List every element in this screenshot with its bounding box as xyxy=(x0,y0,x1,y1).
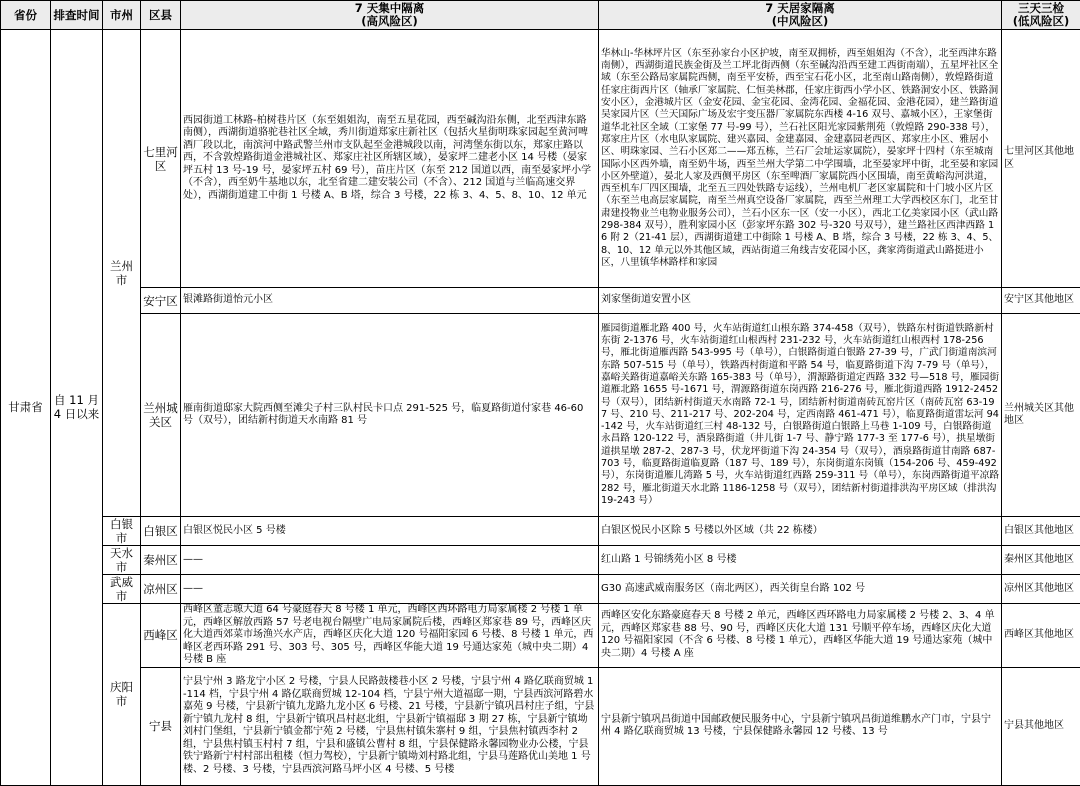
district-cell: 凉州区 xyxy=(141,575,181,604)
header-row xyxy=(1,1,1080,30)
district-cell: 白银区 xyxy=(141,517,181,546)
mid-risk-cell: 白银区悦民小区除 5 号楼以外区域（共 22 栋楼） xyxy=(599,517,1002,546)
low-risk-cell: 兰州城关区其他地区 xyxy=(1002,314,1080,517)
high-risk-cell: 西峰区董志塬大道 64 号豪庭春天 8 号楼 1 单元，西峰区西环路电力局家属楼 2 号楼 1 单元，西峰区解放西路 57 号老电视台隔壁广电局家属院后楼，西峰区郑家巷 89 号，西峰区庆化大道西郊菜市场渔兴水产店，西峰区庆化大道 120 号福阳家园 6 号楼、8 号楼 1 单元，西峰区老西环路 291 号、303 号、305 号，西峰区华能大道 19 号通达家苑（城中央二期）4 号楼 B 座 xyxy=(181,604,599,668)
table-row xyxy=(1,575,1080,604)
district-cell: 宁县 xyxy=(141,667,181,785)
high-risk-cell: 银滩路街道怡元小区 xyxy=(181,288,599,314)
mid-risk-cell: 西峰区安化东路豪庭春天 8 号楼 2 单元，西峰区西环路电力局家属楼 2 号楼 2、3、4 单元，西峰区郑家巷 88 号、90 号，西峰区庆化大道 131 号顺平停车场，西峰区庆化大道 120 号福阳家园（不含 6 号楼、8 号楼 1 单元），西峰区华能大道 19 号通达家苑（城中央二期）4 号楼 A 座 xyxy=(599,604,1002,668)
high-risk-cell: 宁县宁州 3 路龙宁小区 2 号楼，宁县人民路鼓楼巷小区 2 号楼，宁县宁州 4 路亿联商贸城 1-114 档，宁县宁州 4 路亿联商贸城 12-104 档，宁县宁州大道福邸一期，宁县西滨河路碧水嘉苑 9 号楼，宁县新宁镇九龙路九龙小区 6 号楼、21 号楼，宁县新宁镇巩昌村庄子组，宁县新宁镇九龙村 8 组，宁县新宁镇巩昌村赵北组，宁县新宁镇福邸 3 期 27 栋，宁县新宁镇坳刘村门堡组，宁县新宁镇金都宁苑 2 号楼，宁县焦村镇朱寨村 9 组，宁县焦村镇西李村 2 组，宁县焦村镇玉村村 7 组，宁县和盛镇公曹村 8 组，宁县保健路永馨园物业办公楼，宁县铁宁路新宁村村部出租楼（恒力驾校），宁县新宁镇坳刘村路北组，宁县马莲路优山美地 1 号楼、2 号楼、3 号楼，宁县西滨河路马坪小区 4 号楼、5 号楼 xyxy=(181,667,599,785)
low-risk-cell: 秦州区其他地区 xyxy=(1002,546,1080,575)
header-high-risk: 7 天集中隔离 (高风险区) xyxy=(181,1,599,30)
mid-risk-cell: 红山路 1 号锦绣苑小区 8 号楼 xyxy=(599,546,1002,575)
high-risk-cell: 西园街道工林路-柏树巷片区（东至姐姐沟，南至五星花园，西至碱沟沿东侧，北至西津东路南侧），西湖街道骆驼巷社区全域，秀川街道郑家庄新社区（包括火星街明珠家园起至黄河啤酒厂段以北，南滨河中路武警兰州市支队起至金港城段以南，河湾堡东街以东，郑家庄路以西，不含敦煌路街道金港城社区、郑家庄社区所辖区域），晏家坪二建老小区 14 号楼（晏家坪五村 13 号-19 号，晏家坪五村 69 号），苗庄片区（东至 212 国道以西，南至晏家坪小学（不含），西至奶牛基地以东，北至省建二建安装公司（不含）、212 国道与兰临高速交界处），西湖街道建工中街 1 号楼 A、B 塔，综合 3 号楼，22 栋 3、4、5、8、10、12 单元 xyxy=(181,30,599,288)
high-risk-cell: 白银区悦民小区 5 号楼 xyxy=(181,517,599,546)
mid-risk-cell: 刘家堡街道安置小区 xyxy=(599,288,1002,314)
high-risk-cell: 雁南街道邸家大院西侧至滩尖子村三队村民卡口点 291-525 号，临夏路街道付家巷 46-60 号（双号），团结新村街道天水南路 81 号 xyxy=(181,314,599,517)
table-row xyxy=(1,517,1080,546)
header-district: 区县 xyxy=(141,1,181,30)
district-cell: 西峰区 xyxy=(141,604,181,668)
mid-risk-cell: 雁园街道雁北路 400 号，火车站街道红山根东路 374-458（双号），铁路东村街道铁路新村东街 2-1376 号，火车站街道红山根西村 231-232 号，火车站街道红山根西村 178-256 号，雁北街道雁西路 543-995 号（单号），白银路街道白银路 27-39 号，广武门街道南滨河东路 507-515 号（单号），铁路西村街道和平路 54 号，临夏路街道下沟 7-79 号（单号），嘉峪关路街道嘉峪关东路 165-383 号（单号），渭源路街道定西路 332 号—518 号，雁园街道雁北路 1655 号-1671 号，渭源路街道东岗西路 216-276 号，雁北街道西路 1912-2452 号（双号），团结新村街道天水南路 72-1 号，团结新村街道南砖瓦窑片区（南砖瓦窑 63-197 号、210 号、211-217 号、202-204 号，定西南路 461-471 号），临夏路街道雷坛河 94-142 号，火车站街道红三村 48-132 号，白银路街道白银路上马巷 1-109 号，白银路街道永昌路 120-122 号，酒泉路街道（井儿街 1-7 号、静宁路 177-3 至 177-6 号），拱星墩街道拱星墩 287-2、287-3 号，伏龙坪街道下沟 24-354 号（双号），酒泉路街道甘南路 687-703 号，临夏路街道临夏路（187 号、189 号），东岗街道东岗镇（154-206 号、459-492 号），东岗街道雁儿湾路 5 号，火车站街道红西路 259-311 号（单号），东岗西路街道平凉路 282 号，雁北街道天水北路 1186-1258 号（双号），团结新村街道排洪沟平房区域（排洪沟 19-243 号） xyxy=(599,314,1002,517)
district-cell: 秦州区 xyxy=(141,546,181,575)
district-cell: 七里河区 xyxy=(141,30,181,288)
header-city: 市州 xyxy=(103,1,141,30)
header-mid-risk: 7 天居家隔离 (中风险区) xyxy=(599,1,1002,30)
table-row xyxy=(1,30,1080,288)
city-cell: 武威市 xyxy=(103,575,141,604)
low-risk-cell: 宁县其他地区 xyxy=(1002,667,1080,785)
city-cell: 天水市 xyxy=(103,546,141,575)
city-cell-qingyang: 庆阳市 xyxy=(103,604,141,786)
low-risk-cell: 安宁区其他地区 xyxy=(1002,288,1080,314)
province-cell: 甘肃省 xyxy=(1,30,51,786)
time-cell: 自 11 月 4 日以来 xyxy=(51,30,103,786)
header-low-risk: 三天三检 (低风险区) xyxy=(1002,1,1080,30)
table-row xyxy=(1,604,1080,668)
header-province: 省份 xyxy=(1,1,51,30)
low-risk-cell: 凉州区其他地区 xyxy=(1002,575,1080,604)
city-cell-lanzhou: 兰州市 xyxy=(103,30,141,517)
high-risk-cell: —— xyxy=(181,546,599,575)
header-time: 排查时间 xyxy=(51,1,103,30)
mid-risk-cell: G30 高速武威南服务区（南北两区），西关街皇台路 102 号 xyxy=(599,575,1002,604)
low-risk-cell: 西峰区其他地区 xyxy=(1002,604,1080,668)
table-row xyxy=(1,546,1080,575)
mid-risk-cell: 华林山-华林坪片区（东至孙家台小区护坡，南至双拥桥，西至姐姐沟（不含），北至西津东路南侧），西湖街道民族金街及兰工坪北街西侧（东至碱沟沿西至建工西街南端），五星坪社区全域（东至公路局家属院西侧，南至平安桥，西至宝石花小区，北至南山路南侧），敦煌路街道任家庄街西片区（轴承厂家属院、仁恒美林郡，任家庄街西小学小区、铁路洞安小区、铁路洞安小区），金港城片区（金安花园、金宝花园、金湾花园、金福花园、金港花园），建兰路街道吴家园片区（兰天国际广场及宏宇变压器厂家属院东西楼 4-16 双号、嘉城小区），王家堡街道华北社区全域（工家堡 77 号-99 号），兰石社区阳光家园紫荆苑（敦煌路 290-338 号），郑家庄片区（水电队家属院、建兴嘉园、金建嘉园、金建嘉园老西区、郑家庄小区、雅居小区、明珠家园、兰石小区郑二——郑五栋，兰石厂会址运家属院），晏家坪十四村（东至城南国际小区西外墙，南至奶牛场，西至兰州大学第二中学围墙，北至晏家坪中街，北至晏和家园小区外壁道），晏北人家及西侧平房区（东至啤酒厂家属院西小区围墙，南至黄峪沟河洪道，西至机车厂四区围墙，北至五三四处铁路专运线），兰州电机厂老区家属院和十门坡小区片区（东至兰电高层家属院，南至兰州真空设备厂家属院，西至兰州理工大学西校区东门，北至甘肃建投物业兰电物业服务公司），兰石小区东一区（安一小区），西北工亿美家园小区（武山路 298-384 双号），胜利家园小区（彭家坪东路 302 号-320 号双号），建兰路社区西津西路 16 附 2（21-41 层），西湖街道建工中街除 1 号楼 A、B 塔，综合 3 号楼，22 栋 3、4、5、8、10、12 单元以外其他区域，西站街道三角线吉安花园小区，龚家湾街道武山路挺进小区，八里镇华林路样和家园 xyxy=(599,30,1002,288)
mid-risk-cell: 宁县新宁镇巩昌街道中国邮政便民服务中心，宁县新宁镇巩昌街道维鹏水产门市，宁县宁州 4 路亿联商贸城 13 号楼，宁县保健路永馨园 12 号楼、13 号 xyxy=(599,667,1002,785)
low-risk-cell: 七里河区其他地区 xyxy=(1002,30,1080,288)
city-cell: 白银市 xyxy=(103,517,141,546)
high-risk-cell: —— xyxy=(181,575,599,604)
table-row xyxy=(1,667,1080,785)
low-risk-cell: 白银区其他地区 xyxy=(1002,517,1080,546)
district-cell: 兰州城关区 xyxy=(141,314,181,517)
table-row xyxy=(1,288,1080,314)
district-cell: 安宁区 xyxy=(141,288,181,314)
table-row xyxy=(1,314,1080,517)
